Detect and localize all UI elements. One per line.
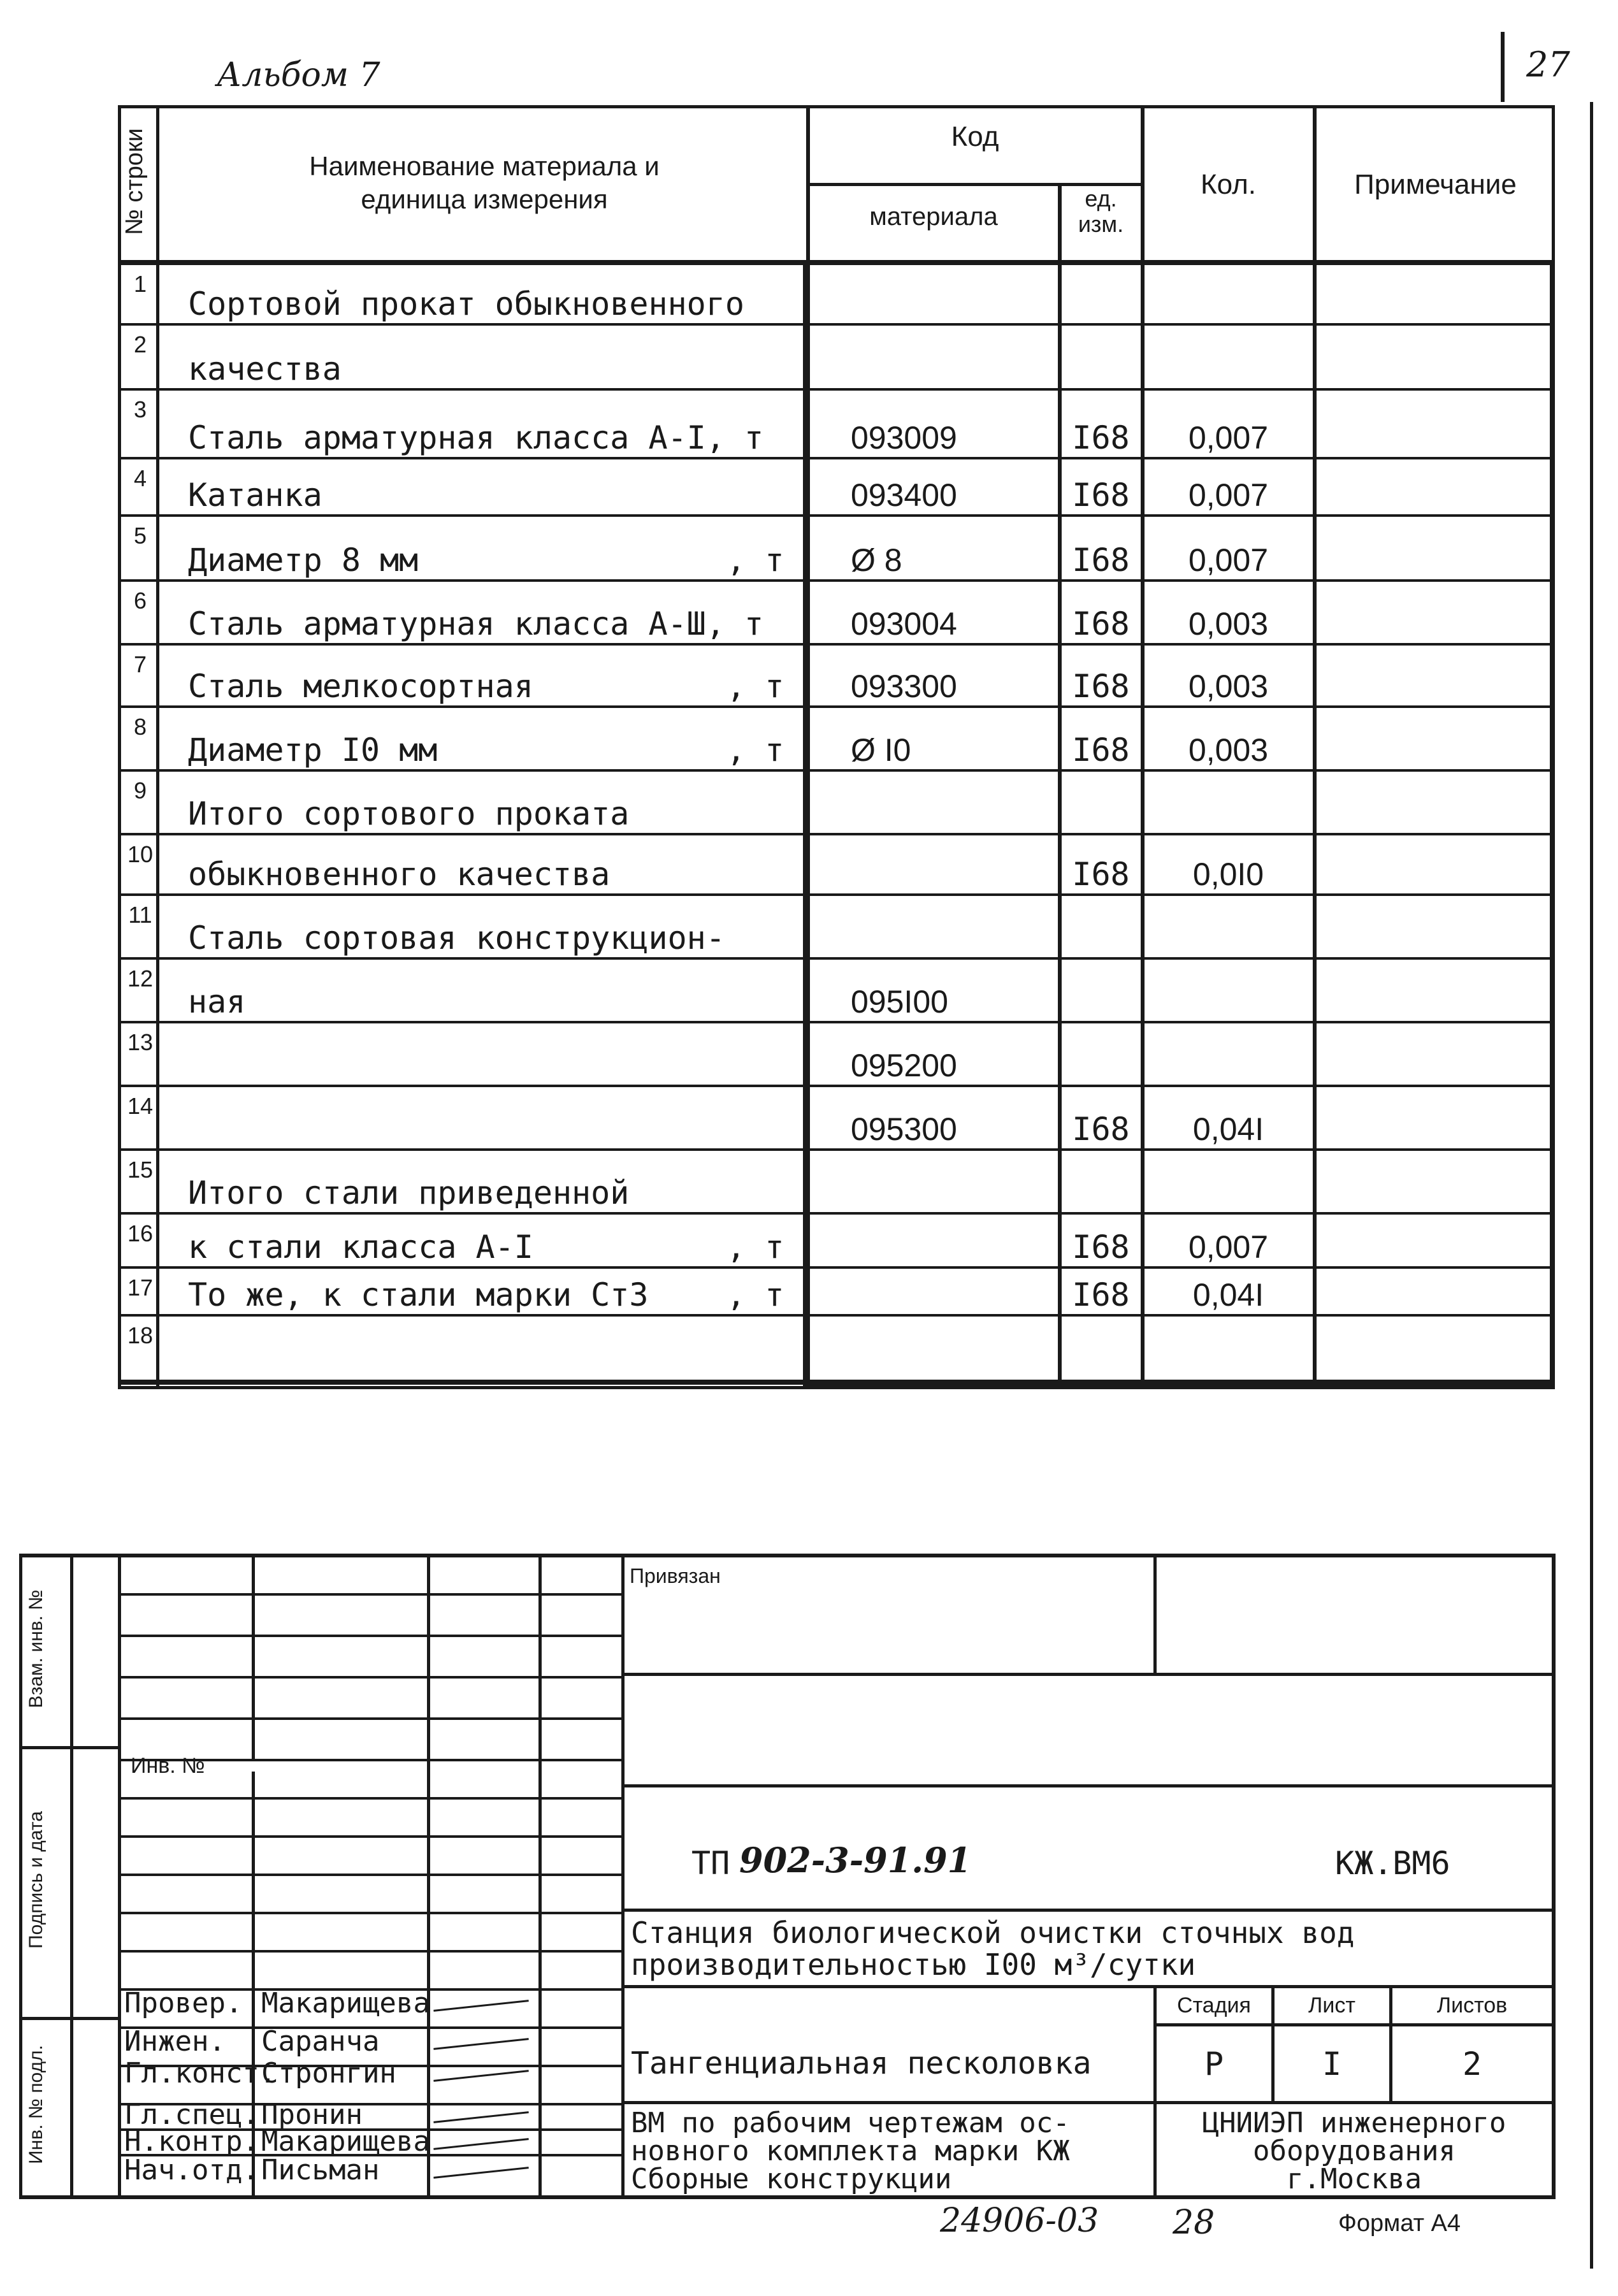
material-name: Сталь арматурная класса А-Ш, т bbox=[188, 605, 764, 642]
row-number: 14 bbox=[127, 1093, 154, 1119]
unit-code: I68 bbox=[1072, 856, 1130, 893]
material-code: 093400 bbox=[851, 477, 957, 513]
row-divider bbox=[118, 957, 1555, 960]
stamp-grid-row-line bbox=[118, 1874, 621, 1876]
unit-code: I68 bbox=[1072, 477, 1130, 514]
row-number: 3 bbox=[133, 396, 147, 422]
stamp-grid-row-line bbox=[118, 1676, 621, 1679]
row-divider bbox=[118, 769, 1555, 772]
signature-mark bbox=[433, 2167, 528, 2179]
signer-name: Пронин bbox=[261, 2098, 363, 2131]
material-code: 095I00 bbox=[851, 984, 948, 1020]
doc-code-prefix: ТП bbox=[691, 1845, 730, 1882]
format-label: Формат А4 bbox=[1338, 2210, 1461, 2237]
organization: ЦНИИЭП инженерного оборудования г.Москва bbox=[1202, 2107, 1506, 2195]
sheet-value: I bbox=[1322, 2046, 1342, 2083]
privyazan-divider-v bbox=[1153, 1554, 1157, 1675]
unit-code: I68 bbox=[1072, 419, 1130, 456]
sheets-label: Листов bbox=[1436, 1993, 1508, 2018]
material-name: Сталь мелкосортная bbox=[188, 668, 533, 705]
unit-code: I68 bbox=[1072, 1276, 1130, 1313]
unit-suffix: , т bbox=[726, 542, 784, 579]
row-number: 9 bbox=[133, 777, 147, 804]
stage-label: Стадия bbox=[1177, 1993, 1251, 2018]
quantity: 0,003 bbox=[1188, 668, 1269, 704]
signer-name: Стронгин bbox=[261, 2057, 396, 2090]
row-divider bbox=[118, 1381, 1555, 1383]
page-number-divider bbox=[1501, 32, 1505, 102]
sheets-value: 2 bbox=[1462, 2046, 1482, 2083]
material-code: 095300 bbox=[851, 1111, 957, 1147]
stage-row-top bbox=[621, 1985, 1555, 1988]
row-divider bbox=[118, 514, 1555, 517]
quantity: 0,003 bbox=[1188, 606, 1269, 642]
signer-name: Макарищева bbox=[261, 2125, 430, 2158]
row-number: 7 bbox=[133, 651, 147, 677]
material-code: Ø 8 bbox=[851, 542, 902, 578]
signer-role: Гл.конст. bbox=[124, 2057, 277, 2090]
material-name: Диаметр I0 мм bbox=[188, 732, 438, 769]
page-number: 27 bbox=[1526, 45, 1570, 85]
signer-role: Н.контр. bbox=[124, 2125, 259, 2158]
quantity: 0,003 bbox=[1188, 732, 1269, 768]
row-divider bbox=[118, 579, 1555, 582]
sheet-label: Лист bbox=[1308, 1993, 1355, 2018]
stage-bottom-line bbox=[621, 2101, 1555, 2104]
title-block-top bbox=[621, 1784, 1555, 1787]
unit-suffix: , т bbox=[726, 1229, 784, 1266]
material-name: Итого сортового проката bbox=[188, 795, 630, 832]
signer-role: Провер. bbox=[124, 1987, 243, 2019]
unit-code: I68 bbox=[1072, 542, 1130, 579]
row-divider bbox=[118, 1314, 1555, 1317]
project-title: Станция биологической очистки сточных вод производительностью I00 м³/сутки bbox=[631, 1916, 1355, 1982]
doc-code-number: 902-3-91.91 bbox=[739, 1840, 972, 1881]
material-code: 095200 bbox=[851, 1048, 957, 1083]
stamp-grid-row-line bbox=[118, 1797, 621, 1800]
row-divider bbox=[118, 833, 1555, 835]
header-name: Наименование материала и единица измерения bbox=[309, 151, 660, 214]
unit-suffix: , т bbox=[726, 668, 784, 705]
row-number: 18 bbox=[127, 1322, 154, 1348]
header-qty: Кол. bbox=[1200, 169, 1257, 200]
unit-suffix: , т bbox=[726, 732, 784, 769]
album-label: Альбом 7 bbox=[217, 56, 380, 94]
row-divider bbox=[118, 893, 1555, 896]
archive-number: 24906-03 bbox=[940, 2202, 1099, 2240]
quantity: 0,04I bbox=[1192, 1111, 1264, 1147]
side-podpis-label: Подпись и дата bbox=[25, 1811, 47, 1949]
side-strip-line bbox=[70, 1554, 73, 2199]
material-name: Диаметр 8 мм bbox=[188, 542, 419, 579]
row-divider bbox=[118, 1148, 1555, 1151]
inv-no-label: Инв. № bbox=[131, 1754, 205, 1778]
row-divider bbox=[118, 1021, 1555, 1023]
unit-code: I68 bbox=[1072, 1111, 1130, 1148]
stage-value: Р bbox=[1204, 2046, 1224, 2083]
unit-code: I68 bbox=[1072, 668, 1130, 705]
row-number: 4 bbox=[133, 465, 147, 491]
row-number: 6 bbox=[133, 588, 147, 614]
quantity: 0,007 bbox=[1188, 542, 1269, 578]
signature-mark bbox=[433, 2000, 528, 2012]
stamp-grid-v2 bbox=[252, 1554, 255, 1759]
quantity: 0,007 bbox=[1188, 1229, 1269, 1265]
signature-mark bbox=[433, 2111, 528, 2123]
row-number: 16 bbox=[127, 1220, 154, 1246]
material-name: Сортовой прокат обыкновенного bbox=[188, 285, 744, 322]
quantity: 0,0I0 bbox=[1192, 856, 1264, 892]
material-name: обыкновенного качества bbox=[188, 856, 610, 893]
row-divider bbox=[118, 705, 1555, 708]
row-divider bbox=[118, 457, 1555, 459]
row-number: 10 bbox=[127, 841, 154, 867]
row-number: 2 bbox=[133, 331, 147, 357]
material-name: Катанка bbox=[188, 477, 322, 514]
material-name: То же, к стали марки Ст3 bbox=[188, 1276, 649, 1313]
row-number: 12 bbox=[127, 965, 154, 992]
doc-description: ВМ по рабочим чертежам ос- новного комплекта марки КЖ Сборные конструкции bbox=[631, 2107, 1070, 2195]
material-name: Сталь арматурная класса А-I, т bbox=[188, 419, 764, 456]
stamp-grid-v3 bbox=[427, 1554, 430, 2199]
unit-suffix: , т bbox=[726, 1276, 784, 1313]
quantity: 0,04I bbox=[1192, 1277, 1264, 1313]
material-code: 093300 bbox=[851, 668, 957, 704]
row-number: 8 bbox=[133, 714, 147, 740]
material-name: Сталь сортовая конструкцион- bbox=[188, 920, 725, 957]
row-divider bbox=[118, 643, 1555, 646]
stamp-top-border bbox=[19, 1554, 1555, 1557]
header-code-material: материала bbox=[869, 203, 998, 231]
unit-code: I68 bbox=[1072, 605, 1130, 642]
stamp-grid-row-line bbox=[118, 1835, 621, 1838]
header-note: Примечание bbox=[1354, 169, 1517, 200]
row-number: 15 bbox=[127, 1157, 154, 1183]
signer-role: Нач.отд. bbox=[124, 2154, 259, 2186]
header-code: Код bbox=[951, 121, 999, 152]
side-vzam-label: Взам. инв. № bbox=[25, 1589, 47, 1708]
row-divider bbox=[118, 1212, 1555, 1215]
quantity: 0,007 bbox=[1188, 420, 1269, 456]
doc-mark: КЖ.ВМ6 bbox=[1335, 1845, 1450, 1882]
signer-role: Гл.спец. bbox=[124, 2098, 259, 2131]
stamp-bottom-border bbox=[19, 2195, 1555, 2199]
row-number: 5 bbox=[133, 523, 147, 549]
row-divider bbox=[118, 323, 1555, 326]
signer-name: Макарищева bbox=[261, 1987, 430, 2019]
stamp-grid-v1 bbox=[118, 1554, 121, 2199]
header-code-unit: ед. изм. bbox=[1078, 185, 1124, 237]
signer-name: Письман bbox=[261, 2154, 380, 2186]
privyazan-bottom bbox=[621, 1673, 1555, 1676]
signature-mark bbox=[433, 2038, 528, 2050]
stamp-grid-row-line bbox=[118, 1912, 621, 1914]
row-number: 1 bbox=[133, 271, 147, 297]
row-number: 13 bbox=[127, 1029, 154, 1055]
stamp-grid-row-line bbox=[118, 1950, 621, 1953]
material-name: ная bbox=[188, 983, 246, 1020]
stamp-left-border bbox=[19, 1554, 22, 2199]
stamp-grid-v4 bbox=[538, 1554, 542, 2199]
material-name: Итого стали приведенной bbox=[188, 1174, 630, 1211]
signer-role: Инжен. bbox=[124, 2025, 226, 2058]
signature-mark bbox=[433, 2070, 528, 2082]
row-divider bbox=[118, 388, 1555, 391]
material-name: качества bbox=[188, 350, 342, 387]
signer-name: Саранча bbox=[261, 2025, 380, 2058]
unit-code: I68 bbox=[1072, 1229, 1130, 1266]
privyazan-label: Привязан bbox=[630, 1564, 721, 1587]
material-code: 093009 bbox=[851, 420, 957, 456]
unit-code: I68 bbox=[1072, 732, 1130, 769]
side-inv-label: Инв. № подл. bbox=[25, 2045, 47, 2164]
material-code: Ø I0 bbox=[851, 732, 911, 768]
material-name: к стали класса А-I bbox=[188, 1229, 533, 1266]
signature-mark bbox=[433, 2138, 528, 2150]
stamp-grid-row-line bbox=[118, 1593, 621, 1596]
part-name: Тангенциальная песколовка bbox=[631, 2046, 1092, 2081]
stamp-grid-row-line bbox=[118, 1717, 621, 1720]
row-number: 17 bbox=[127, 1274, 154, 1301]
material-code: 093004 bbox=[851, 606, 957, 642]
title-row-line bbox=[621, 1909, 1555, 1912]
row-divider bbox=[118, 1266, 1555, 1269]
stamp-grid-row-line bbox=[118, 1635, 621, 1637]
page-code: 28 bbox=[1173, 2204, 1215, 2242]
row-number: 11 bbox=[128, 902, 152, 928]
header-row-number: № строки bbox=[121, 128, 148, 235]
stage-header-line bbox=[1153, 2023, 1555, 2026]
col-line-rowno bbox=[156, 105, 159, 1389]
right-border bbox=[1590, 102, 1593, 2269]
row-divider bbox=[118, 1085, 1555, 1087]
quantity: 0,007 bbox=[1188, 477, 1269, 513]
